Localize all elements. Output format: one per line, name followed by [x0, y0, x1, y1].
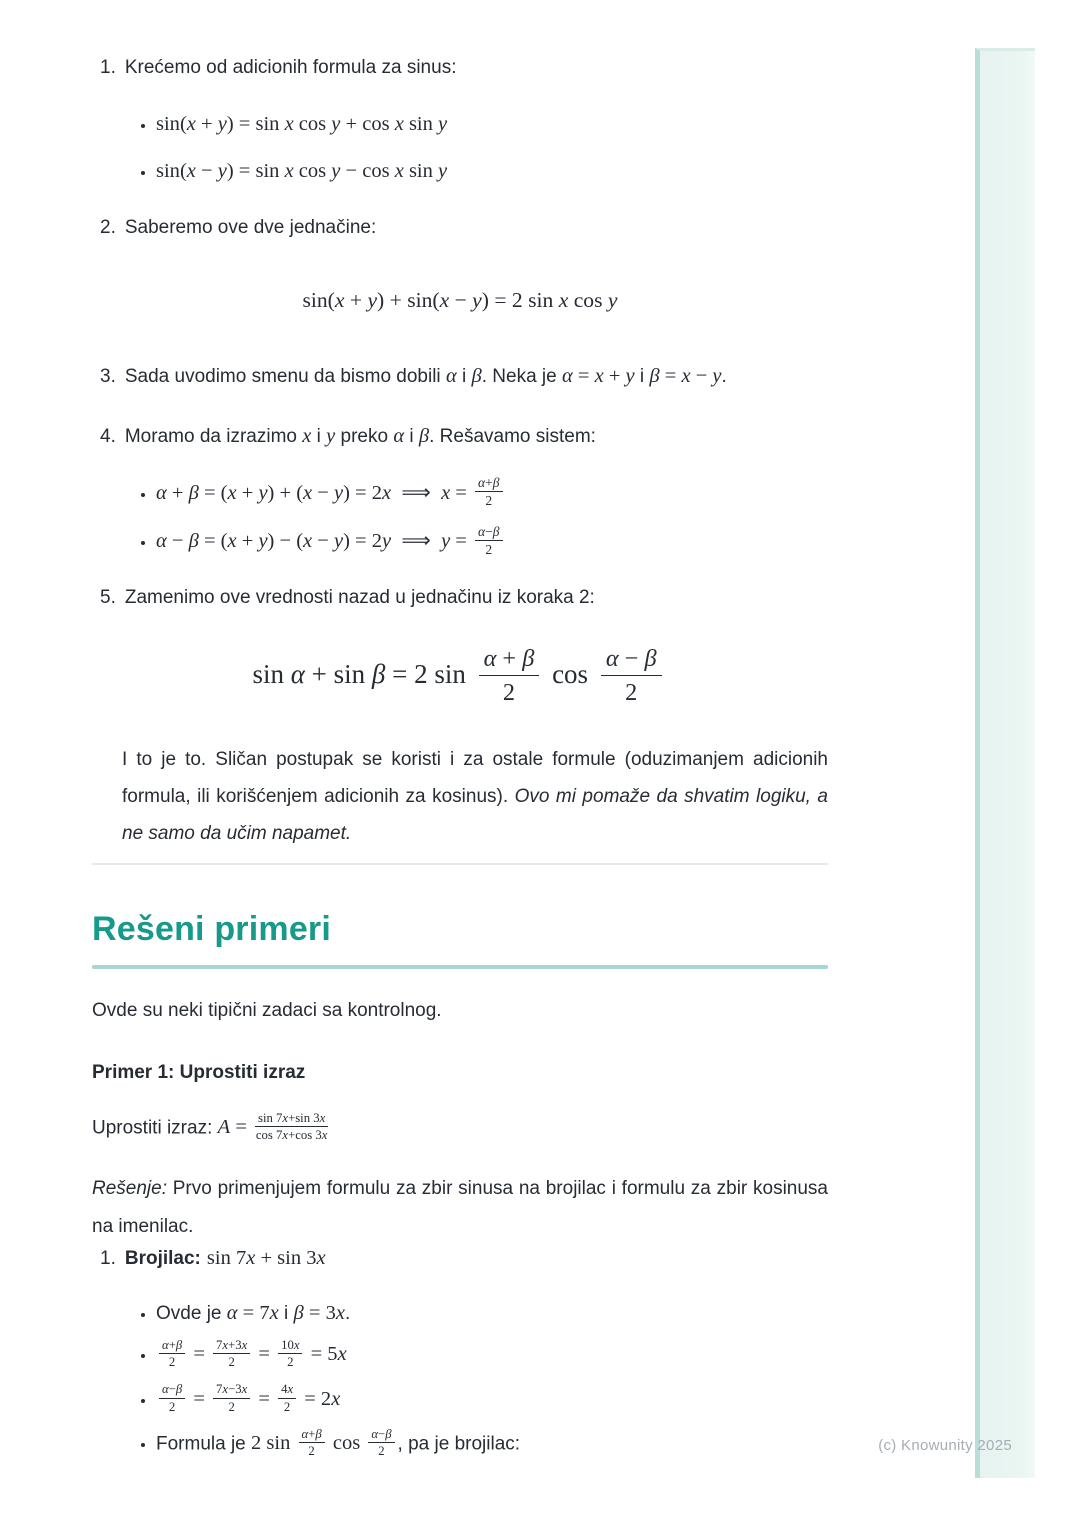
step-keyword: Brojilac:	[124, 1247, 201, 1269]
heading-underline	[92, 965, 828, 969]
intro-paragraph: Ovde su neki tipični zadaci sa kontrolnog.	[92, 999, 442, 1021]
document-content	[92, 56, 828, 1460]
derivation-steps-list	[92, 56, 828, 708]
step-line	[92, 216, 828, 241]
step-line	[92, 1245, 828, 1272]
formula-item: • sin(x + y) = sin x cos y + cos x sin y	[156, 111, 828, 138]
closing-italic-text: Ovo mi pomaže da shvatim logiku, a ne samo da učim napamet.	[122, 786, 828, 845]
watermark: (c) Knowunity 2025	[878, 1437, 1012, 1454]
step-label: Krećemo od adicionih formula za sinus:	[124, 57, 457, 78]
solution-lead: Rešenje:	[92, 1178, 167, 1200]
system-equation-item: • α + β = (x + y) + (x − y) = 2x ⟹ x = $\frac{\alpha+\beta}{2}$	[156, 477, 828, 510]
step-line	[92, 363, 828, 390]
formula-item: • sin(x − y) = sin x cos y − cos x sin y	[156, 158, 828, 185]
system-bullet-list	[92, 477, 828, 559]
page-edge-band	[975, 48, 1035, 1478]
example-bullet: • $\frac{\alpha+\beta}{2}$ = $\frac{7x+3x}{2}$ = $\frac{10x}{2}$ = 5x	[156, 1340, 828, 1371]
derivation-step-5	[92, 586, 828, 708]
section-heading: Rešeni primeri	[92, 910, 332, 949]
closing-text: I to je to. Sličan postupak se koristi i za ostale formule (oduzimanjem adicionih formula, ili korišćenjem adicionih za kosinus).	[122, 748, 828, 808]
step-number: 4.	[100, 425, 116, 447]
step-math: sin 7x + sin 3x	[206, 1246, 326, 1269]
step-number: 1.	[100, 1247, 116, 1269]
example-bullet: • Ovde je α = 7x i β = 3x.	[156, 1300, 828, 1327]
step-line	[92, 56, 828, 81]
step-number: 2.	[100, 217, 116, 239]
step-label: Sada uvodimo smenu da bismo dobili α i β. Neka je α = x + y i β = x − y.	[124, 364, 727, 387]
example-steps-list	[92, 1245, 828, 1461]
solution-paragraph	[92, 1170, 828, 1244]
step-number: 5.	[100, 586, 116, 608]
example-bullet: • Formula je 2 sin $\frac{\alpha+\beta}{2}$ cos $\frac{\alpha-\beta}{2}$ , pa je brojilac:	[156, 1429, 828, 1460]
step-number: 1.	[100, 57, 116, 78]
step-line	[92, 423, 828, 450]
derivation-step-3	[92, 363, 828, 390]
closing-paragraph	[122, 741, 828, 852]
step-number: 3.	[100, 365, 116, 387]
result-equation: sin α + sin β = 2 sin $\frac{\alpha + \beta}{2}$ cos $\frac{\alpha - \beta}{2}$	[92, 647, 828, 708]
example-title: Primer 1: Uprostiti izraz	[92, 1062, 306, 1084]
example-step-1	[92, 1245, 828, 1461]
system-equation-item: • α − β = (x + y) − (x − y) = 2y ⟹ y = $\frac{\alpha-\beta}{2}$	[156, 526, 828, 559]
step-line	[92, 586, 828, 611]
step-label: Moramo da izrazimo x i y preko α i β. Rešavamo sistem:	[124, 424, 596, 447]
step-label: Zamenimo ove vrednosti nazad u jednačinu iz koraka 2:	[124, 586, 595, 608]
task-line: Uprostiti izraz: A = $\frac{\sin 7x+\sin 3x}{\cos 7x+\cos 3x}$	[92, 1110, 328, 1143]
section-divider	[92, 863, 828, 865]
example-bullet-list	[92, 1300, 828, 1460]
derivation-step-2	[92, 216, 828, 314]
solution-text: Prvo primenjujem formulu za zbir sinusa na brojilac i formulu za zbir kosinusa na imenilac.	[92, 1178, 828, 1237]
sum-equation: sin(x + y) + sin(x − y) = 2 sin x cos y	[302, 287, 618, 312]
step-label: Saberemo ove dve jednačine:	[124, 217, 377, 239]
example-bullet: • $\frac{\alpha-\beta}{2}$ = $\frac{7x-3x}{2}$ = $\frac{4x}{2}$ = 2x	[156, 1384, 828, 1415]
derivation-step-1	[92, 56, 828, 185]
formula-bullet-list	[92, 111, 828, 185]
derivation-step-4	[92, 423, 828, 559]
